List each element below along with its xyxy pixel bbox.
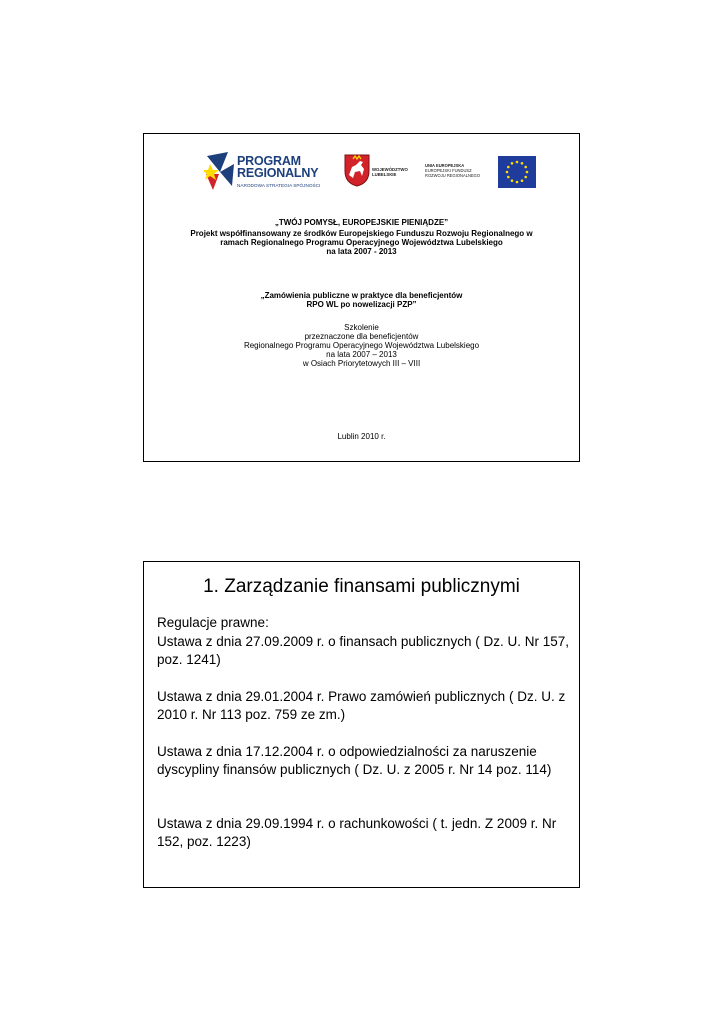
training-description bbox=[144, 323, 579, 368]
ue-line2: EUROPEJSKI FUNDUSZ bbox=[425, 168, 472, 173]
regulation-item: Ustawa z dnia 27.09.2009 r. o finansach publicznych ( Dz. U. Nr 157, poz. 1241) bbox=[157, 634, 569, 667]
content-slide bbox=[143, 561, 580, 888]
eu-flag-icon bbox=[498, 156, 536, 188]
eu-logo bbox=[425, 156, 529, 190]
slide-title: 1. Zarządzanie finansami publicznymi bbox=[203, 576, 520, 597]
program-regionalny-subtitle: NARODOWA STRATEGIA SPÓJNOŚCI bbox=[237, 183, 321, 188]
cofinance-statement bbox=[144, 229, 579, 256]
lubelskie-logo bbox=[343, 153, 413, 193]
regulations-intro: Regulacje prawne: bbox=[157, 615, 269, 630]
lubelskie-line1: WOJEWÓDZTWO bbox=[372, 167, 408, 172]
regulation-item: Ustawa z dnia 29.01.2004 r. Prawo zamówień publicznych ( Dz. U. z 2010 r. Nr 113 poz. 759 ze zm.) bbox=[157, 689, 566, 722]
lubelskie-line2: LUBELSKIE bbox=[372, 172, 397, 177]
training-line3: Regionalnego Programu Operacyjnego Województwa Lubelskiego bbox=[243, 341, 480, 350]
cofinance-line2: ramach Regionalnego Programu Operacyjnego Województwa Lubelskiego bbox=[220, 238, 503, 247]
ue-line1: UNIA EUROPEJSKA bbox=[425, 163, 465, 168]
training-line1: Szkolenie bbox=[344, 323, 379, 332]
training-line4: na lata 2007 – 2013 bbox=[326, 350, 397, 359]
training-line2: przeznaczone dla beneficjentów bbox=[304, 332, 419, 341]
cofinance-line1: Projekt współfinansowany ze środków Europejskiego Funduszu Rozwoju Regionalnego w bbox=[190, 229, 533, 238]
training-topic bbox=[144, 291, 579, 309]
training-line5: w Osiach Priorytetowych III – VIII bbox=[302, 359, 421, 368]
ue-line3: ROZWOJU REGIONALNEGO bbox=[425, 173, 481, 178]
cofinance-line3: na lata 2007 - 2013 bbox=[326, 247, 397, 256]
project-title: „TWÓJ POMYSŁ, EUROPEJSKIE PIENIĄDZE” bbox=[274, 218, 449, 227]
topic-line2: RPO WL po nowelizacji PZP” bbox=[306, 300, 417, 309]
program-regionalny-line1: PROGRAM bbox=[237, 154, 301, 168]
program-regionalny-line2: REGIONALNY bbox=[237, 166, 319, 180]
regulation-item: Ustawa z dnia 29.09.1994 r. o rachunkowości ( t. jedn. Z 2009 r. Nr 152, poz. 1223) bbox=[157, 816, 557, 849]
topic-line1: „Zamówienia publiczne w praktyce dla beneficjentów bbox=[260, 291, 463, 300]
regulation-item: Ustawa z dnia 17.12.2004 r. o odpowiedzialności za naruszenie dyscypliny finansów publicznych ( Dz. U. z 2005 r. Nr 14 poz. 114) bbox=[157, 744, 552, 777]
place-date: Lublin 2010 r. bbox=[337, 432, 386, 441]
program-regionalny-emblem-icon bbox=[204, 150, 236, 194]
lubelskie-coat-of-arms-icon bbox=[343, 153, 371, 187]
program-regionalny-logo bbox=[204, 150, 332, 194]
title-slide bbox=[143, 133, 580, 462]
